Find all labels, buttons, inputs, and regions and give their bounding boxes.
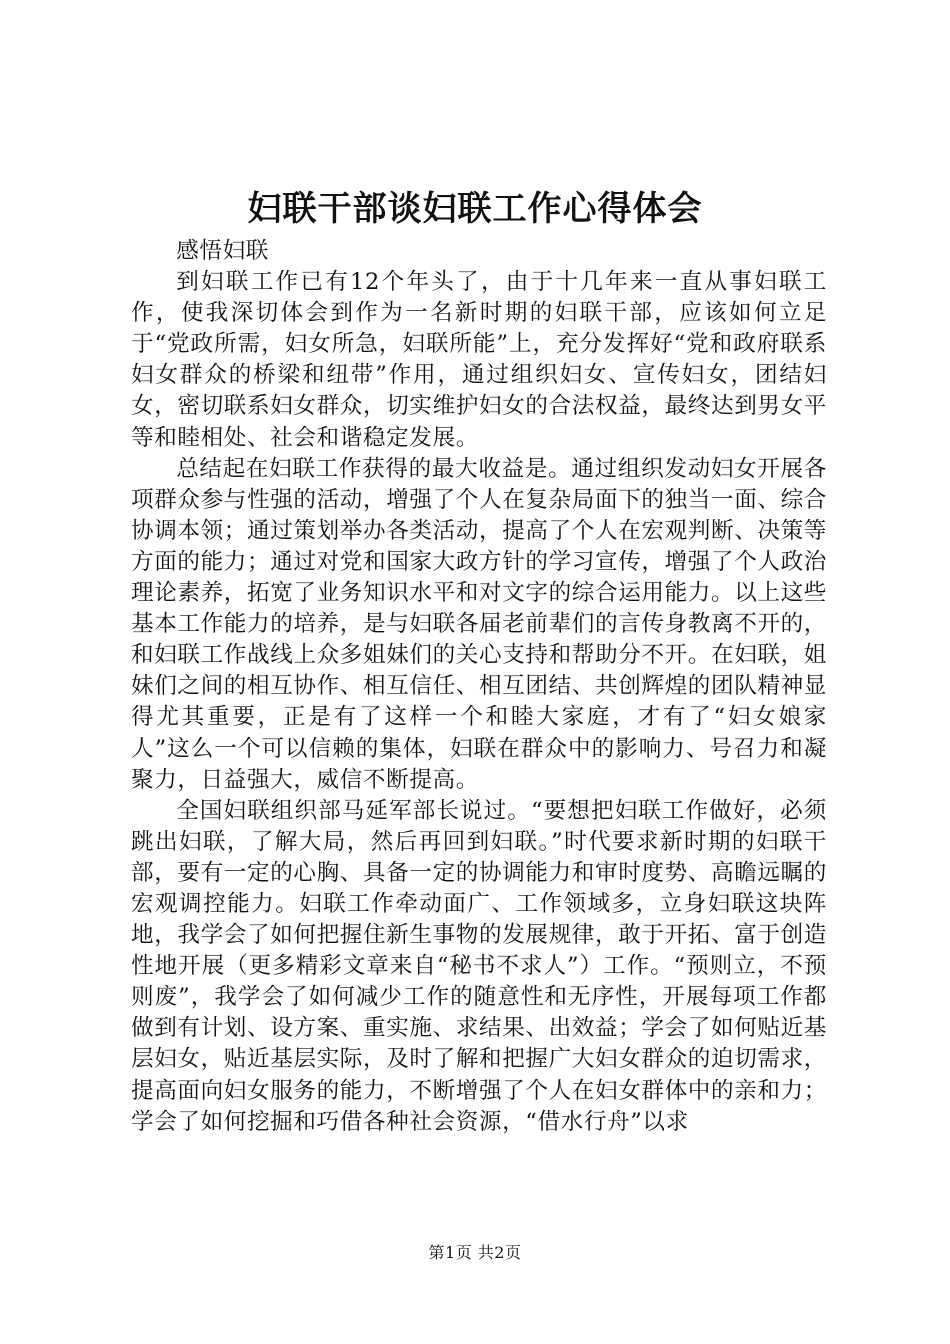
paragraph: 全国妇联组织部马延军部长说过。“要想把妇联工作做好，必须跳出妇联，了解大局，然后再回到妇联。”时代要求新时期的妇联干部，要有一定的心胸、具备一定的协调能力和审时度势、高瞻远瞩的宏观调控能力。妇联工作牵动面广、工作领域多，立身妇联这块阵地，我学会了如何把握住新生事物的发展规律，敢于开拓、富于创造性地开展（更多精彩文章来自“秘书不求人”）工作。“预则立，不预则废”，我学会了如何减少工作的随意性和无序性，开展每项工作都做到有计划、设方案、重实施、求结果、出效益；学会了如何贴近基层妇女，贴近基层实际，及时了解和把握广大妇女群众的迫切需求，提高面向妇女服务的能力，不断增强了个人在妇女群体中的亲和力；学会了如何挖掘和巧借各种社会资源，“借水行舟”以求: [131, 797, 827, 1135]
paragraph: 总结起在妇联工作获得的最大收益是。通过组织发动妇女开展各项群众参与性强的活动，增强了个人在复杂局面下的独当一面、综合协调本领；通过策划举办各类活动，提高了个人在宏观判断、决策等方面的能力；通过对党和国家大政方针的学习宣传，增强了个人政治理论素养，拓宽了业务知识水平和对文字的综合运用能力。以上这些基本工作能力的培养，是与妇联各届老前辈们的言传身教离不开的，和妇联工作战线上众多姐妹们的关心支持和帮助分不开。在妇联，姐妹们之间的相互协作、相互信任、相互团结、共创辉煌的团队精神显得尤其重要，正是有了这样一个和睦大家庭，才有了“妇女娘家人”这么一个可以信赖的集体，妇联在群众中的影响力、号召力和凝聚力，日益强大，威信不断提高。: [131, 455, 827, 793]
paragraph-heading: 感悟妇联: [176, 238, 269, 264]
document-body: [131, 236, 827, 1138]
document-title: 妇联干部谈妇联工作心得体会: [247, 189, 703, 229]
paragraph: 到妇联工作已有12个年头了，由于十几年来一直从事妇联工作，使我深切体会到作为一名新时期的妇联干部，应该如何立足于“党政所需，妇女所急，妇联所能”上，充分发挥好“党和政府联系妇女群众的桥梁和纽带”作用，通过组织妇女、宣传妇女，团结妇女，密切联系妇女群众，切实维护妇女的合法权益，最终达到男女平等和睦相处、社会和谐稳定发展。: [131, 269, 827, 451]
page-number-footer: 第1页 共2页: [428, 1243, 522, 1262]
